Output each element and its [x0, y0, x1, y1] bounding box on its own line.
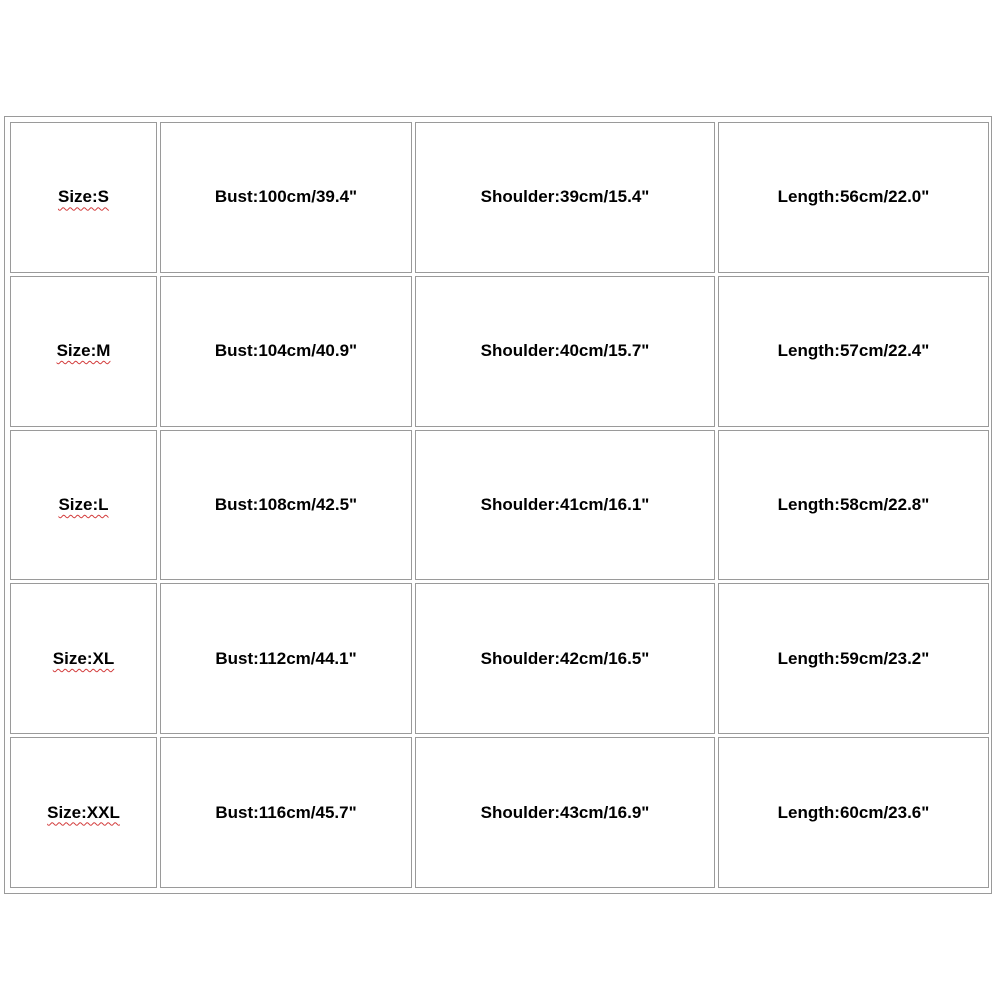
table-row: [10, 276, 989, 427]
shoulder-cell: Shoulder:41cm/16.1": [415, 430, 715, 581]
shoulder-cell: Shoulder:39cm/15.4": [415, 122, 715, 273]
size-label: Size:M: [56, 341, 111, 361]
length-cell: Length:57cm/22.4": [718, 276, 989, 427]
size-cell: [10, 276, 157, 427]
bust-cell: Bust:108cm/42.5": [160, 430, 412, 581]
size-cell: [10, 737, 157, 888]
length-cell: Length:56cm/22.0": [718, 122, 989, 273]
shoulder-cell: Shoulder:40cm/15.7": [415, 276, 715, 427]
length-cell: Length:58cm/22.8": [718, 430, 989, 581]
bust-cell: Bust:112cm/44.1": [160, 583, 412, 734]
length-cell: Length:59cm/23.2": [718, 583, 989, 734]
size-chart-grid: [7, 119, 992, 891]
bust-cell: Bust:116cm/45.7": [160, 737, 412, 888]
shoulder-cell: Shoulder:43cm/16.9": [415, 737, 715, 888]
size-label: Size:XL: [52, 648, 115, 668]
table-row: [10, 583, 989, 734]
size-cell: [10, 430, 157, 581]
bust-cell: Bust:104cm/40.9": [160, 276, 412, 427]
size-label: Size:L: [58, 494, 109, 514]
table-row: [10, 430, 989, 581]
size-label: Size:XXL: [47, 802, 120, 822]
shoulder-cell: Shoulder:42cm/16.5": [415, 583, 715, 734]
bust-cell: Bust:100cm/39.4": [160, 122, 412, 273]
size-chart-table: [4, 116, 992, 894]
table-row: [10, 737, 989, 888]
size-cell: [10, 122, 157, 273]
length-cell: Length:60cm/23.6": [718, 737, 989, 888]
table-row: [10, 122, 989, 273]
size-label: Size:S: [57, 187, 110, 207]
size-cell: [10, 583, 157, 734]
